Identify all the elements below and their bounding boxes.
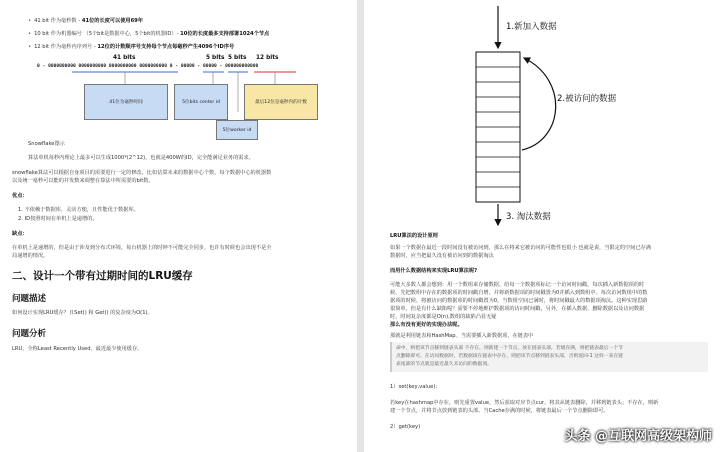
set-desc-l2: 建一个节点，并将节点放到链表的头部。当Cache存满的时候，将链表最后一个节点删除即可。 [390,408,609,414]
answer-array-l2: 候，先把数组中存在的数据项的时间戳自增，并将新数据项的时间戳置为0并插入到数组中。每次访问数组中的数 [390,290,648,296]
diagram-caption: Snowflake图示 [28,141,65,147]
quote-l3: 表尾部的节点就是最近最久未访问的数据项。 [396,362,492,367]
label-5-bits-a: 5 bits [206,55,225,61]
para-modify-l1: snowflake算法可以根据自身项目的需要进行一定的修改。比如估算未来的数据中心个数，每个数据中心的机器数 [12,170,272,176]
label-41-bits: 41 bits [113,55,136,61]
question-better: 那么有没有更好的实现办法呢。 [390,322,463,328]
bullet-machine: • 10 bit 作为机器编号 （5个bit是数据中心，5个bit的机器ID）- 10位的长度最多支持部署1024个节点 [28,31,269,38]
bit-sequence: 0 - 0000000000 0000000000 0000000000 0000000000 0 - 00000 - 00000 - 000000000000 [37,64,259,69]
label-evict-data: 3. 淘汰数据 [506,212,551,222]
box-counter: 最后12位是毫秒内的计数 [244,84,318,120]
page-divider [357,0,364,452]
lru-diagram [364,0,720,230]
set-desc-l1: 若key在hashmap中存在，则先重置value，然后获取对应节点cur，将其从链表删除，并移到链表头；不存在，则新 [390,400,659,406]
analysis-heading: 问题分析 [12,329,47,339]
question-structure: 而用什么数据结构来实现LRU算法呢? [390,268,478,274]
bullet-timestamp: • 41 bit 作为毫秒数 - 41位的长度可以使用69年 [28,18,143,25]
para-modify-l2: 以及统一毫秒可以能的并发数来调整在算法中所需要的bit数。 [12,178,154,184]
set-method: 1）set(key,value): [390,384,438,390]
bullet-sequence: • 12 bit 作为毫秒内序列号 - 12位的计数顺序号支持每个节点每毫秒产生4096个ID序号 [28,44,234,51]
arrow-accessed-data [522,58,556,150]
cons-l2: 局递增的情况。 [12,253,49,259]
answer-hashmap: 那就是利用链表和HashMap。当需要插入新数据项，在链表中 [390,333,534,339]
label-accessed-data: 2.被访问的数据 [557,94,617,104]
box-timestamp: 41位为毫秒时间 [84,84,168,120]
problem-heading: 问题描述 [12,294,47,304]
bracket-lines [0,0,357,150]
problem-desc: 如何设计实现LRU缓存？且Set() 和 Get() 的复杂度为O(1)。 [12,310,153,316]
lru-principle-l1: 如果一个数据在最近一段时间没有被访问到，那么在将来它被访问的可能性也很小 也就是说，当限定的空间已存满 [390,245,652,251]
answer-array-l3: 据项的时候，将被访问的数据项的时间戳置为0。当数组空间已满时，将时间戳最大的数据项淘汰。这种实现思路 [390,298,648,304]
pro-item: 1. 不依赖于数据库，灵活方便，且性能优于数据库。 [18,207,139,213]
cons-l1: 在单机上是递增的，但是由于涉及到分布式环境，每台机器上的时钟不可能完全同步，也许有时候也会出现不是全 [12,245,272,251]
answer-array-l1: 可能大多数人都会想到：用一个数组来存储数据，给每一个数据项标记一个访问时间戳，每次插入新数据项的时 [390,282,645,288]
label-12-bits: 12 bits [256,55,279,61]
lru-principle-title: LRU算法的设计原则 [390,233,438,239]
cons-title: 缺点： [12,231,28,237]
watermark: 头条 @互联网高级架构师 [564,429,712,444]
analysis-text: LRU，全称Least Recently Used，最近最少使用缓存。 [12,346,143,352]
pros-title: 优点： [12,193,28,199]
right-page [364,0,720,452]
section-heading: 二、设计一个带有过期时间的LRU缓存 [12,270,193,282]
box-worker-id: 5位worker id [216,120,258,140]
label-5-bits-b: 5 bits [228,55,247,61]
capacity-note: 算法单机每秒内理论上最多可以生成1000*(2^12)，也就是400W的ID，完全能满足业务的需求。 [28,155,254,161]
get-method: 2）get(key) [390,424,421,430]
label-new-data: 1.新加入数据 [506,22,557,32]
box-center-id: 5位bits center id [174,84,228,120]
quote-l2: 点删除即可。在访问数据时，若数据项在链表中存在，则把该节点移到链表头部，否则返回-1 这样一来在链 [396,354,623,359]
answer-array-l4: 很简单，但是有什么缺陷呢？需要不停地维护数据项的访问时间戳，另外，在插入数据、删除数据以及访问数据 [390,306,645,312]
answer-array-l5: 时，时间复杂度都是O(n),数组的缺陷凸显无疑 [390,314,497,320]
pro-item: 2. ID按照时间在单机上是递增的。 [18,216,98,222]
lru-principle-l2: 数据时，应当把最久没有被访问到的数据淘汰 [390,253,494,259]
left-page [0,0,357,452]
quote-l1: 命中，则把该节点移到链表头部 不存在，则新建一个节点，放在链表头部，若缓存满，则把链表最后一个节 [396,346,623,351]
